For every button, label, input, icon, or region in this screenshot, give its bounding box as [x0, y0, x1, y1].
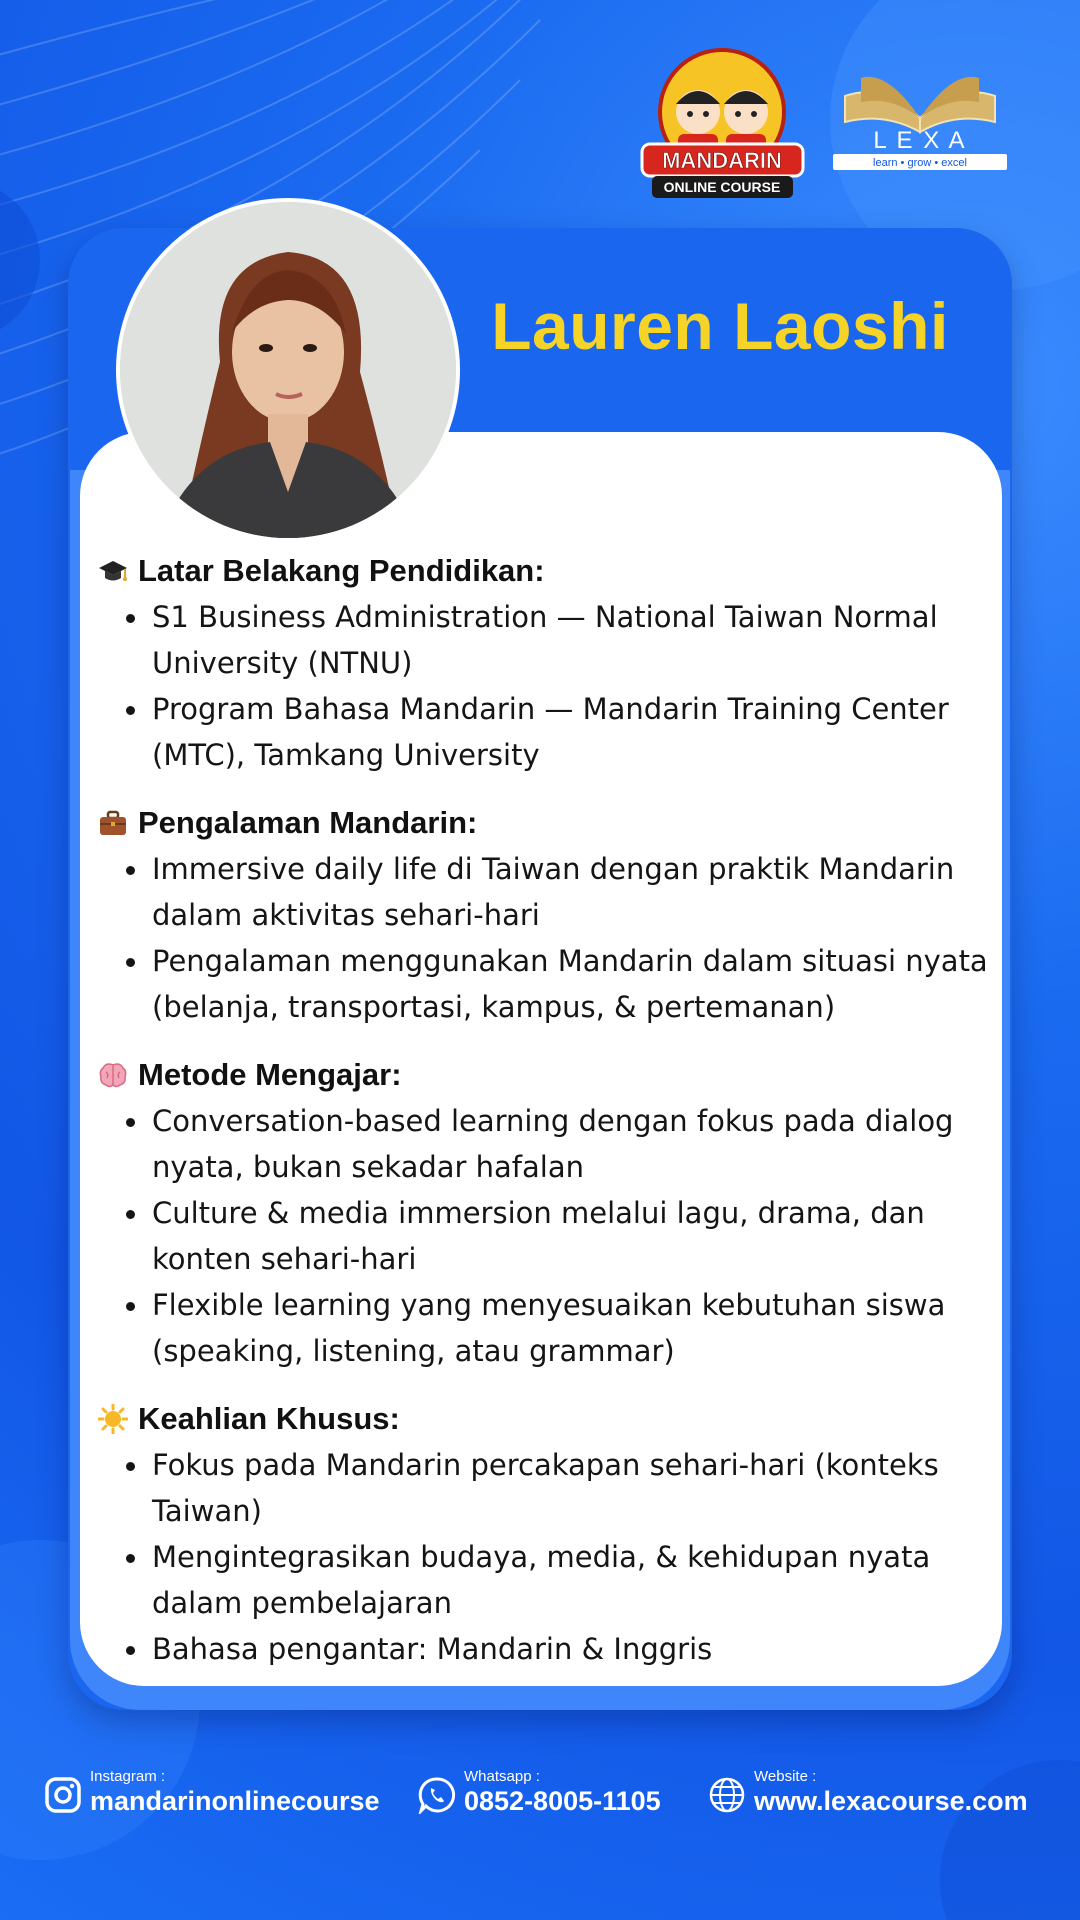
teaching-method-list	[98, 1098, 998, 1374]
whatsapp-label: Whatsapp :	[464, 1768, 540, 1785]
list-item: Conversation-based learning dengan fokus pada dialog nyata, bukan sekadar hafalan	[152, 1098, 998, 1190]
svg-text:learn • grow • excel: learn • grow • excel	[873, 157, 967, 169]
section-special-skills	[98, 1396, 998, 1672]
section-title: Keahlian Khusus:	[138, 1401, 400, 1436]
svg-text:ONLINE COURSE: ONLINE COURSE	[663, 179, 781, 195]
instagram-label: Instagram :	[90, 1768, 166, 1785]
section-experience	[98, 800, 998, 1030]
special-skills-list	[98, 1442, 998, 1672]
section-education	[98, 548, 998, 778]
website-label: Website :	[754, 1768, 817, 1785]
list-item: Mengintegrasikan budaya, media, & kehidupan nyata dalam pembelajaran	[152, 1534, 998, 1626]
svg-text:MANDARIN: MANDARIN	[662, 148, 782, 173]
contact-footer	[44, 1766, 1044, 1826]
section-title: Metode Mengajar:	[138, 1057, 402, 1092]
section-heading	[98, 800, 998, 846]
brain-icon	[98, 1060, 128, 1090]
teacher-portrait-illustration	[120, 202, 456, 538]
profile-details	[98, 548, 998, 1694]
section-heading	[98, 1396, 998, 1442]
lexa-logo	[825, 62, 1015, 172]
website-url[interactable]: www.lexacourse.com	[754, 1786, 1028, 1816]
education-list	[98, 594, 998, 778]
section-heading	[98, 1052, 998, 1098]
list-item: Flexible learning yang menyesuaikan kebutuhan siswa (speaking, listening, atau grammar)	[152, 1282, 998, 1374]
mandarin-online-course-logo	[640, 42, 805, 200]
globe-icon	[708, 1776, 746, 1814]
section-teaching-method	[98, 1052, 998, 1374]
svg-text:L E X A: L E X A	[873, 127, 967, 154]
whatsapp-icon	[418, 1776, 456, 1814]
list-item: Bahasa pengantar: Mandarin & Inggris	[152, 1626, 998, 1672]
teacher-name: Lauren Laoshi	[491, 289, 949, 363]
list-item: Immersive daily life di Taiwan dengan praktik Mandarin dalam aktivitas sehari-hari	[152, 846, 998, 938]
briefcase-icon	[98, 808, 128, 838]
section-title: Pengalaman Mandarin:	[138, 805, 478, 840]
list-item: Culture & media immersion melalui lagu, drama, dan konten sehari-hari	[152, 1190, 998, 1282]
instagram-icon	[44, 1776, 82, 1814]
section-title: Latar Belakang Pendidikan:	[138, 553, 545, 588]
section-heading	[98, 548, 998, 594]
list-item: S1 Business Administration — National Taiwan Normal University (NTNU)	[152, 594, 998, 686]
list-item: Program Bahasa Mandarin — Mandarin Training Center (MTC), Tamkang University	[152, 686, 998, 778]
list-item: Fokus pada Mandarin percakapan sehari-hari (konteks Taiwan)	[152, 1442, 998, 1534]
star-icon	[98, 1404, 128, 1434]
graduation-cap-icon	[98, 556, 128, 586]
list-item: Pengalaman menggunakan Mandarin dalam situasi nyata (belanja, transportasi, kampus, & pertemanan)	[152, 938, 998, 1030]
whatsapp-number[interactable]: 0852-8005-1105	[464, 1786, 661, 1816]
teacher-photo	[116, 198, 460, 542]
experience-list	[98, 846, 998, 1030]
instagram-handle[interactable]: mandarinonlinecourse	[90, 1786, 380, 1816]
